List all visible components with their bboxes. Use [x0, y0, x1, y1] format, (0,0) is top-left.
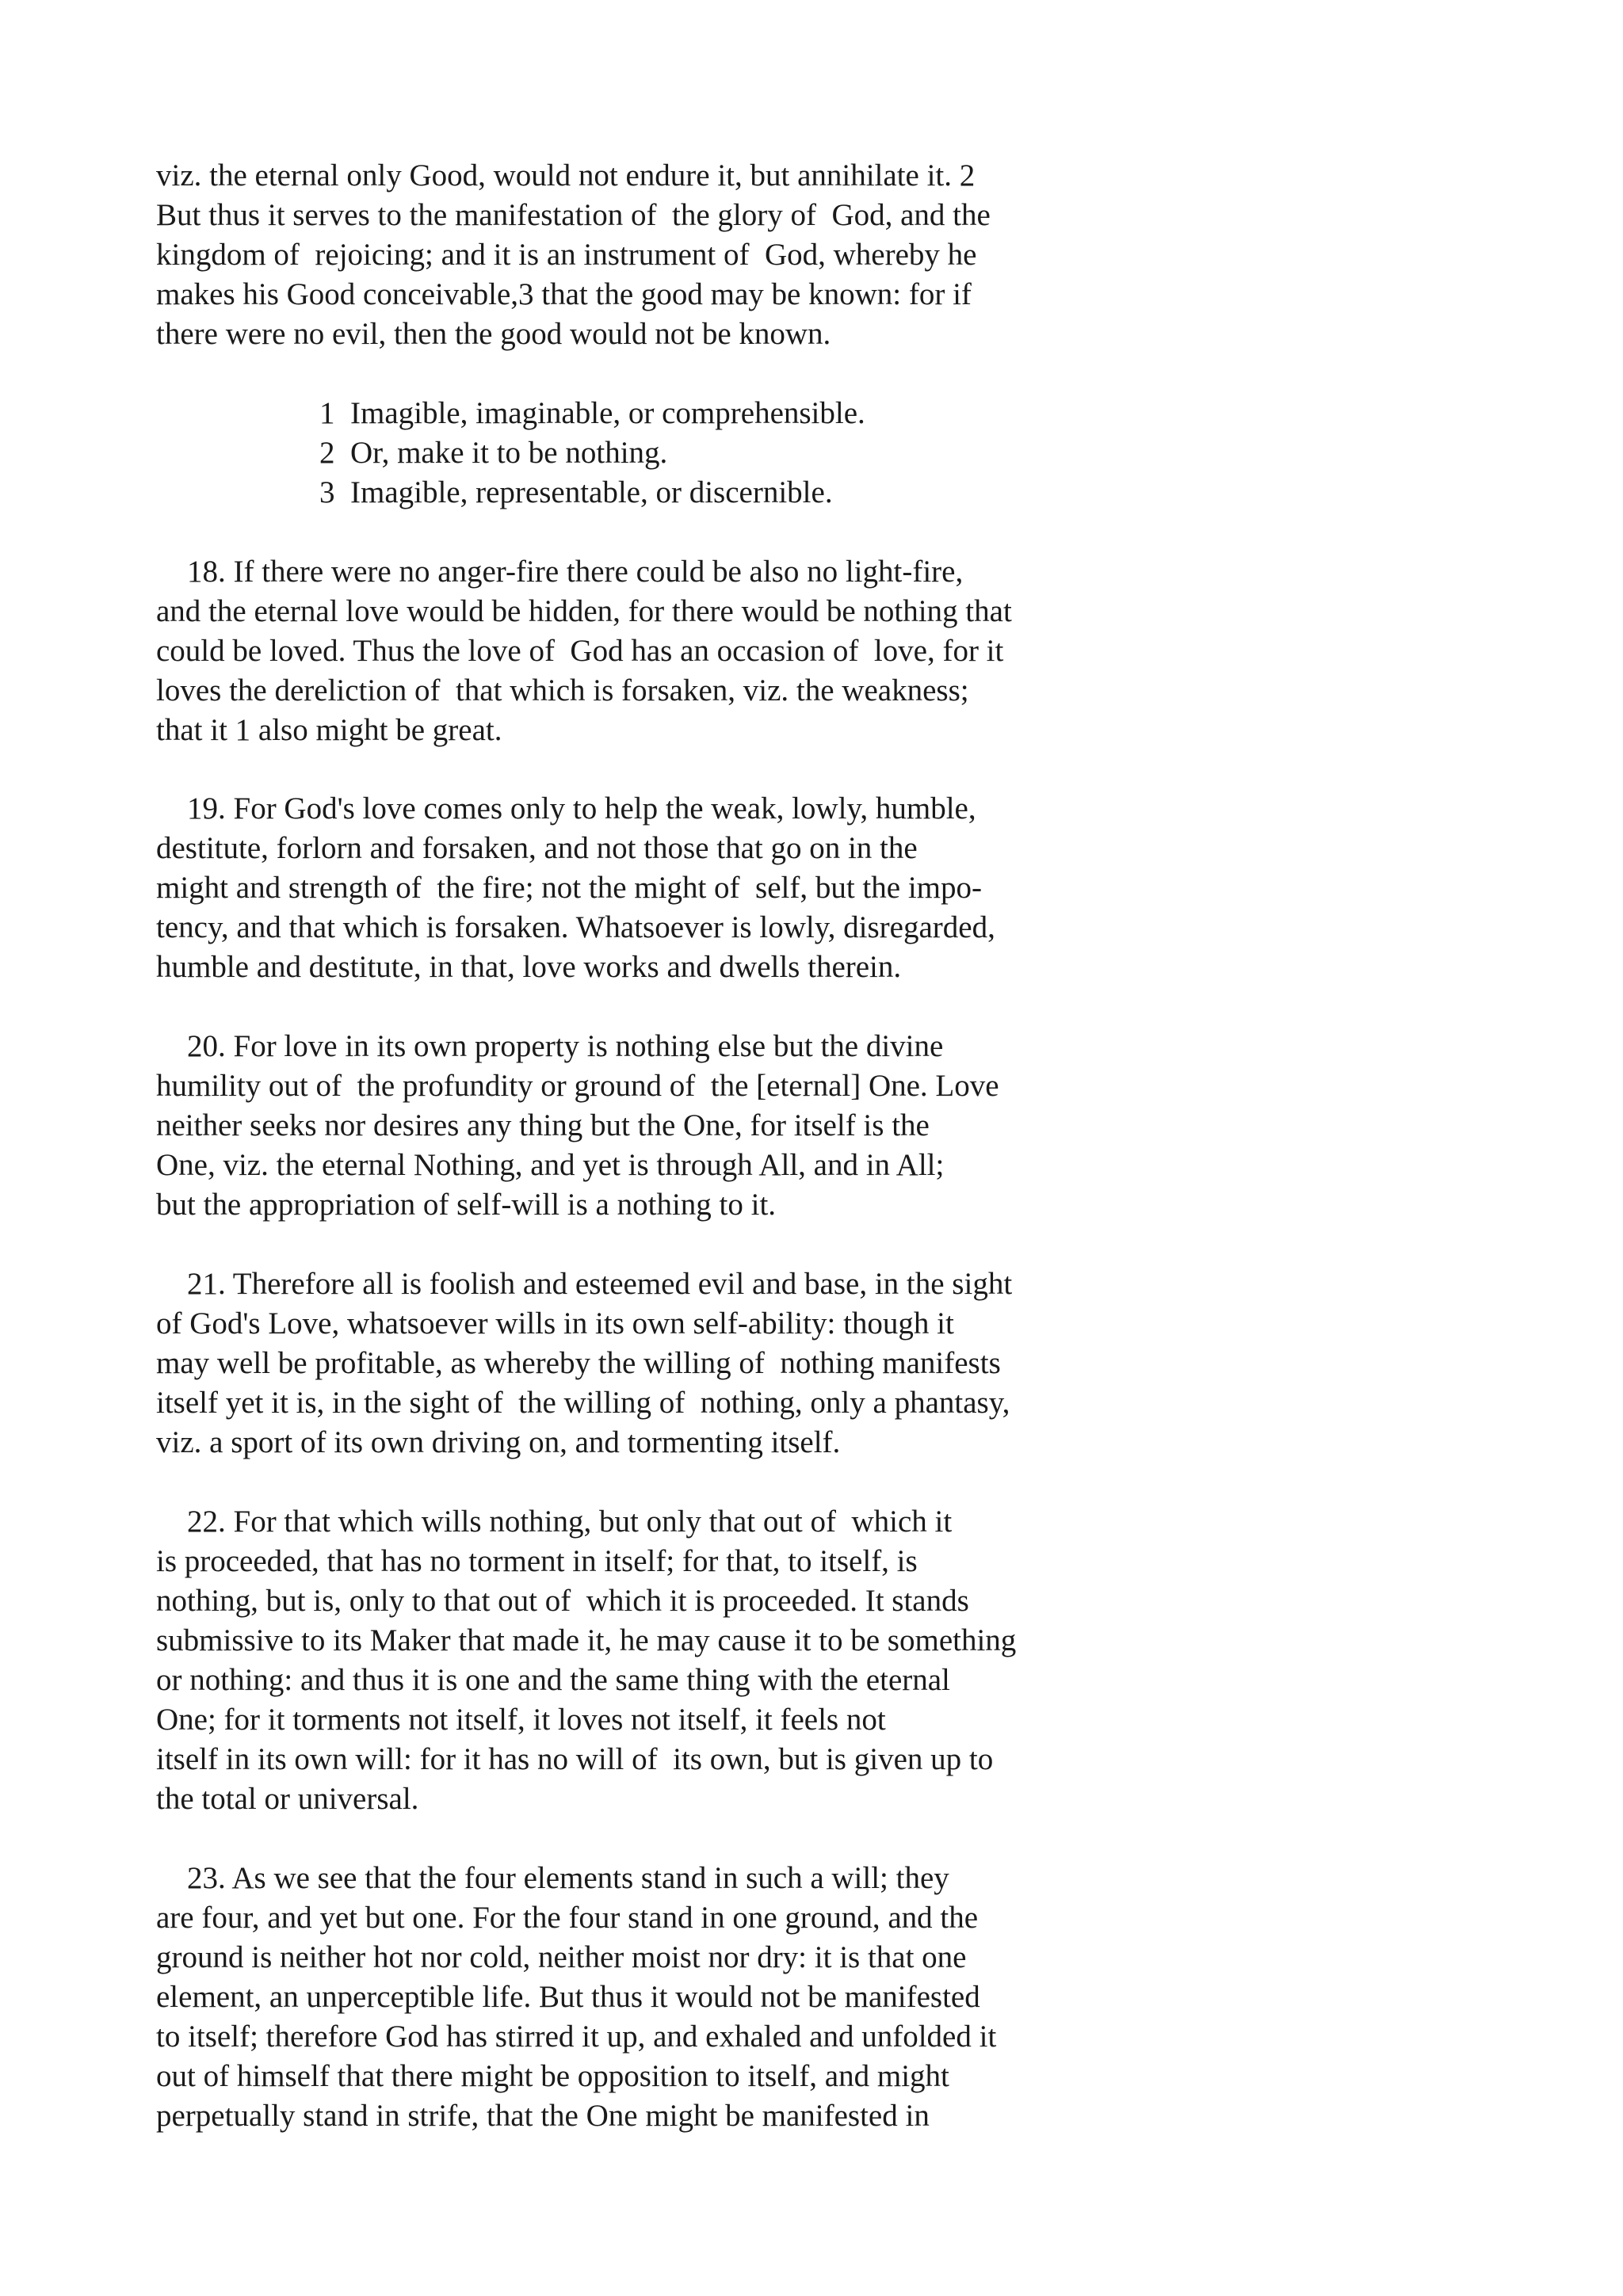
text-line: 23. As we see that the four elements stand in such a will; they: [156, 1861, 949, 1895]
text-line: destitute, forlorn and forsaken, and not those that go on in the: [156, 831, 918, 865]
text-line: may well be profitable, as whereby the willing of nothing manifests: [156, 1346, 1001, 1380]
text-line: 19. For God's love comes only to help the weak, lowly, humble,: [156, 791, 976, 826]
text-line: nothing, but is, only to that out of which it is proceeded. It stands: [156, 1584, 969, 1618]
text-line: loves the dereliction of that which is forsaken, viz. the weakness;: [156, 673, 969, 707]
text-line: But thus it serves to the manifestation of the glory of God, and the: [156, 198, 991, 232]
text-line: or nothing: and thus it is one and the same thing with the eternal: [156, 1663, 950, 1697]
footnote: 1 Imagible, imaginable, or comprehensible.: [319, 396, 865, 430]
text-line: are four, and yet but one. For the four stand in one ground, and the: [156, 1901, 979, 1935]
text-line: makes his Good conceivable,3 that the good may be known: for if: [156, 277, 972, 311]
text-line: 20. For love in its own property is nothing else but the divine: [156, 1029, 944, 1063]
footnote: 2 Or, make it to be nothing.: [319, 436, 668, 470]
text-line: itself yet it is, in the sight of the willing of nothing, only a phantasy,: [156, 1386, 1010, 1420]
text-line: kingdom of rejoicing; and it is an instrument of God, whereby he: [156, 238, 977, 272]
text-line: neither seeks nor desires any thing but the One, for itself is the: [156, 1108, 930, 1142]
text-line: humble and destitute, in that, love works and dwells therein.: [156, 950, 902, 984]
text-line: might and strength of the fire; not the might of self, but the impo-: [156, 871, 982, 905]
text-line: and the eternal love would be hidden, for there would be nothing that: [156, 594, 1012, 628]
text-line: that it 1 also might be great.: [156, 713, 502, 747]
text-line: the total or universal.: [156, 1782, 419, 1816]
text-line: out of himself that there might be opposition to itself, and might: [156, 2059, 949, 2093]
footnote: 3 Imagible, representable, or discernible.: [319, 475, 833, 509]
text-line: 18. If there were no anger-fire there could be also no light-fire,: [156, 555, 964, 589]
text-line: 21. Therefore all is foolish and esteemed evil and base, in the sight: [156, 1267, 1013, 1301]
text-line: could be loved. Thus the love of God has an occasion of love, for it: [156, 634, 1004, 668]
text-line: to itself; therefore God has stirred it up, and exhaled and unfolded it: [156, 2019, 997, 2054]
text-line: element, an unperceptible life. But thus it would not be manifested: [156, 1980, 980, 2014]
text-line: perpetually stand in strife, that the One might be manifested in: [156, 2099, 930, 2133]
text-line: tency, and that which is forsaken. Whatsoever is lowly, disregarded,: [156, 910, 995, 944]
text-line: is proceeded, that has no torment in itself; for that, to itself, is: [156, 1544, 918, 1578]
text-line: One, viz. the eternal Nothing, and yet is through All, and in All;: [156, 1148, 945, 1182]
text-line: ground is neither hot nor cold, neither moist nor dry: it is that one: [156, 1940, 967, 1974]
text-line: but the appropriation of self-will is a nothing to it.: [156, 1188, 777, 1222]
text-line: One; for it torments not itself, it loves not itself, it feels not: [156, 1703, 886, 1737]
text-line: humility out of the profundity or ground of the [eternal] One. Love: [156, 1069, 999, 1103]
text-line: viz. the eternal only Good, would not endure it, but annihilate it. 2: [156, 158, 976, 193]
text-line: 22. For that which wills nothing, but only that out of which it: [156, 1505, 953, 1539]
text-line: submissive to its Maker that made it, he may cause it to be something: [156, 1623, 1017, 1657]
text-line: itself in its own will: for it has no will of its own, but is given up to: [156, 1742, 994, 1776]
text-line: viz. a sport of its own driving on, and tormenting itself.: [156, 1425, 841, 1459]
text-line: there were no evil, then the good would not be known.: [156, 317, 831, 351]
text-line: of God's Love, whatsoever wills in its own self-ability: though it: [156, 1306, 954, 1341]
